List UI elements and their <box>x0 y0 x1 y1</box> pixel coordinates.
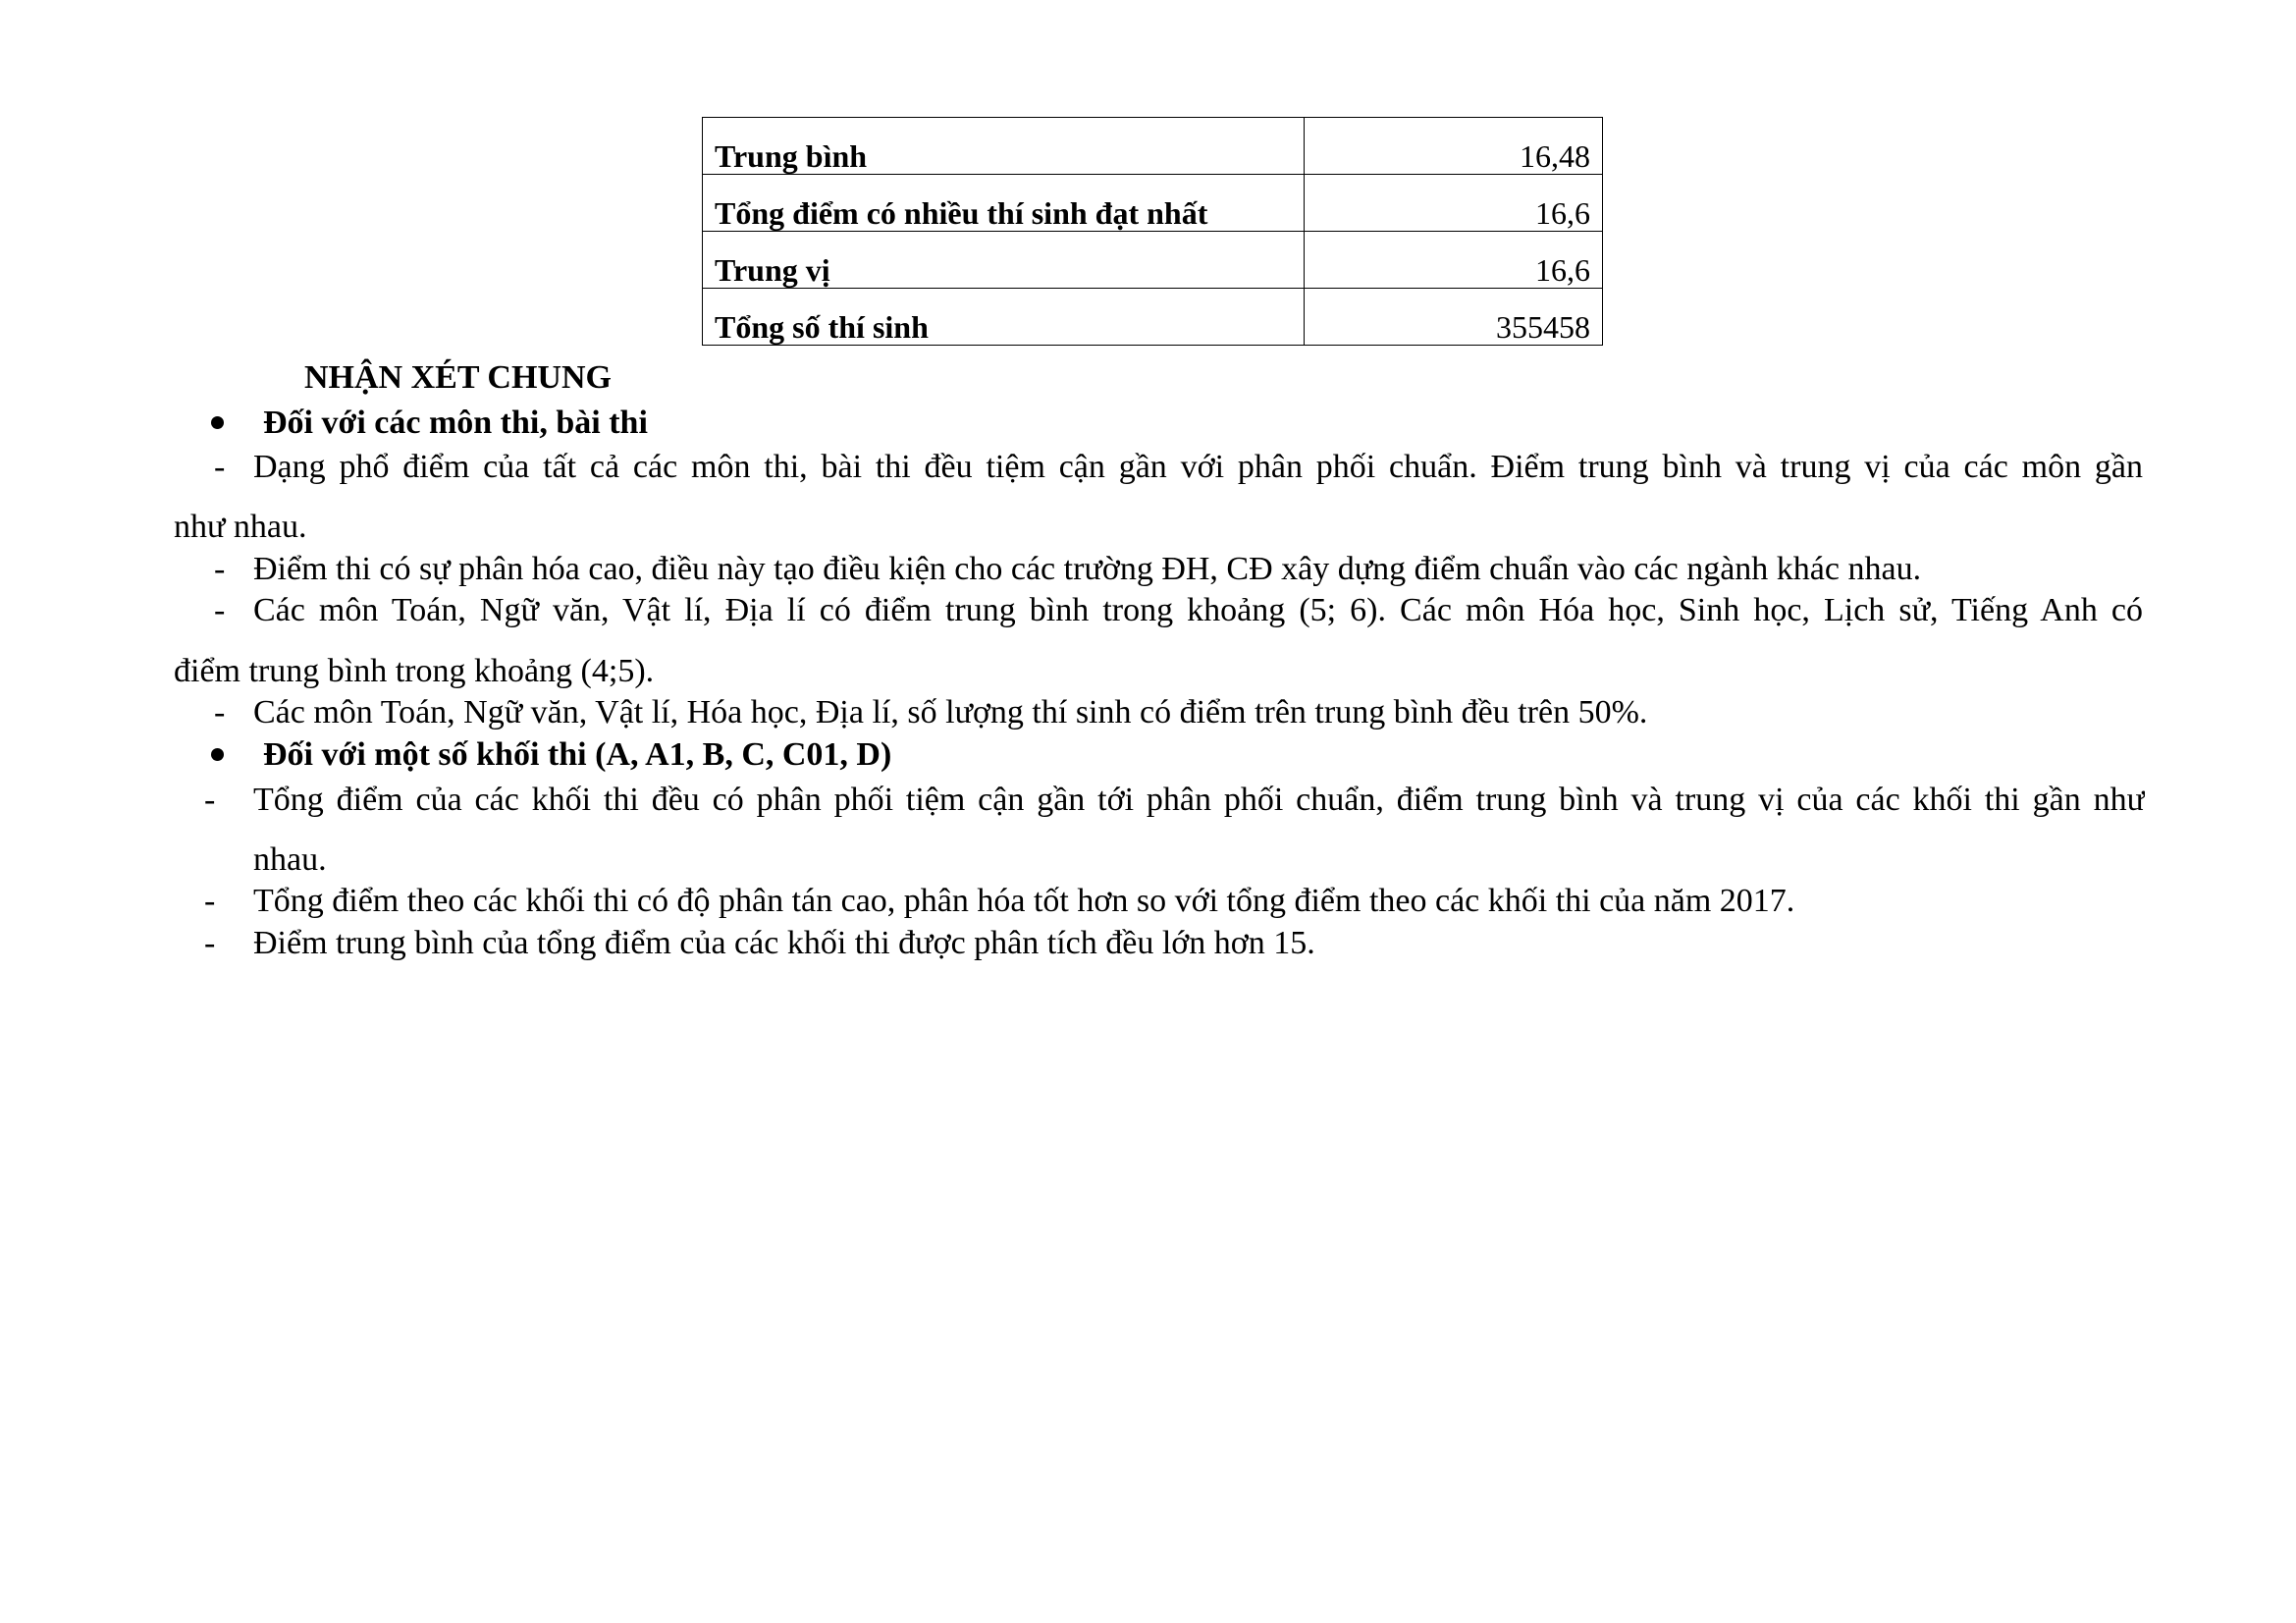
s1-item2: Điểm thi có sự phân hóa cao, điều này tạo điều kiện cho các trường ĐH, CĐ xây dựng điểm chuẩn vào các ngành khác nhau. <box>253 551 1922 587</box>
table-row <box>703 232 1603 289</box>
s2-item2: Tổng điểm theo các khối thi có độ phân tán cao, phân hóa tốt hơn so với tổng điểm theo các khối thi của năm 2017. <box>253 883 1795 919</box>
bullet-icon <box>211 748 224 761</box>
bullet-icon <box>211 416 224 429</box>
s1-item3-line1: Các môn Toán, Ngữ văn, Vật lí, Địa lí có điểm trung bình trong khoảng (5; 6). Các môn Hóa học, Sinh học, Lịch sử, Tiếng Anh có <box>253 592 2143 628</box>
row-value: 16,6 <box>1305 175 1603 232</box>
row-label: Trung vị <box>703 232 1305 289</box>
s2-item1-line2: nhau. <box>253 841 327 878</box>
row-value: 355458 <box>1305 289 1603 346</box>
table-row <box>703 118 1603 175</box>
dash-marker: - <box>214 449 226 485</box>
dash-marker: - <box>214 551 226 587</box>
dash-marker: - <box>214 592 226 628</box>
s1-item1-line2: như nhau. <box>174 509 307 545</box>
row-value: 16,6 <box>1305 232 1603 289</box>
s1-item4: Các môn Toán, Ngữ văn, Vật lí, Hóa học, Địa lí, số lượng thí sinh có điểm trên trung bình đều trên 50%. <box>253 694 1648 730</box>
s1-item1-line1: Dạng phổ điểm của tất cả các môn thi, bài thi đều tiệm cận gần với phân phối chuẩn. Điểm trung bình và trung vị của các môn gần <box>253 449 2143 485</box>
dash-marker: - <box>214 694 226 730</box>
s2-item1-line1: Tổng điểm của các khối thi đều có phân phối tiệm cận gần tới phân phối chuẩn, điểm trung bình và trung vị của các khối thi gần như <box>253 782 2145 818</box>
section1-title-text: Đối với các môn thi, bài thi <box>263 405 648 441</box>
section1-title <box>211 404 648 443</box>
dash-marker: - <box>204 782 216 818</box>
dash-marker: - <box>204 883 216 919</box>
section-heading: NHẬN XÉT CHUNG <box>304 359 612 396</box>
table-row <box>703 289 1603 346</box>
s1-item3-line2: điểm trung bình trong khoảng (4;5). <box>174 653 655 689</box>
section2-title-text: Đối với một số khối thi (A, A1, B, C, C01, D) <box>263 736 892 773</box>
s2-item3: Điểm trung bình của tổng điểm của các khối thi được phân tích đều lớn hơn 15. <box>253 925 1315 961</box>
stats-table <box>702 117 1603 346</box>
row-value: 16,48 <box>1305 118 1603 175</box>
row-label: Tổng điểm có nhiều thí sinh đạt nhất <box>703 175 1305 232</box>
dash-marker: - <box>204 925 216 961</box>
row-label: Tổng số thí sinh <box>703 289 1305 346</box>
section2-title <box>211 735 891 775</box>
table-row <box>703 175 1603 232</box>
row-label: Trung bình <box>703 118 1305 175</box>
